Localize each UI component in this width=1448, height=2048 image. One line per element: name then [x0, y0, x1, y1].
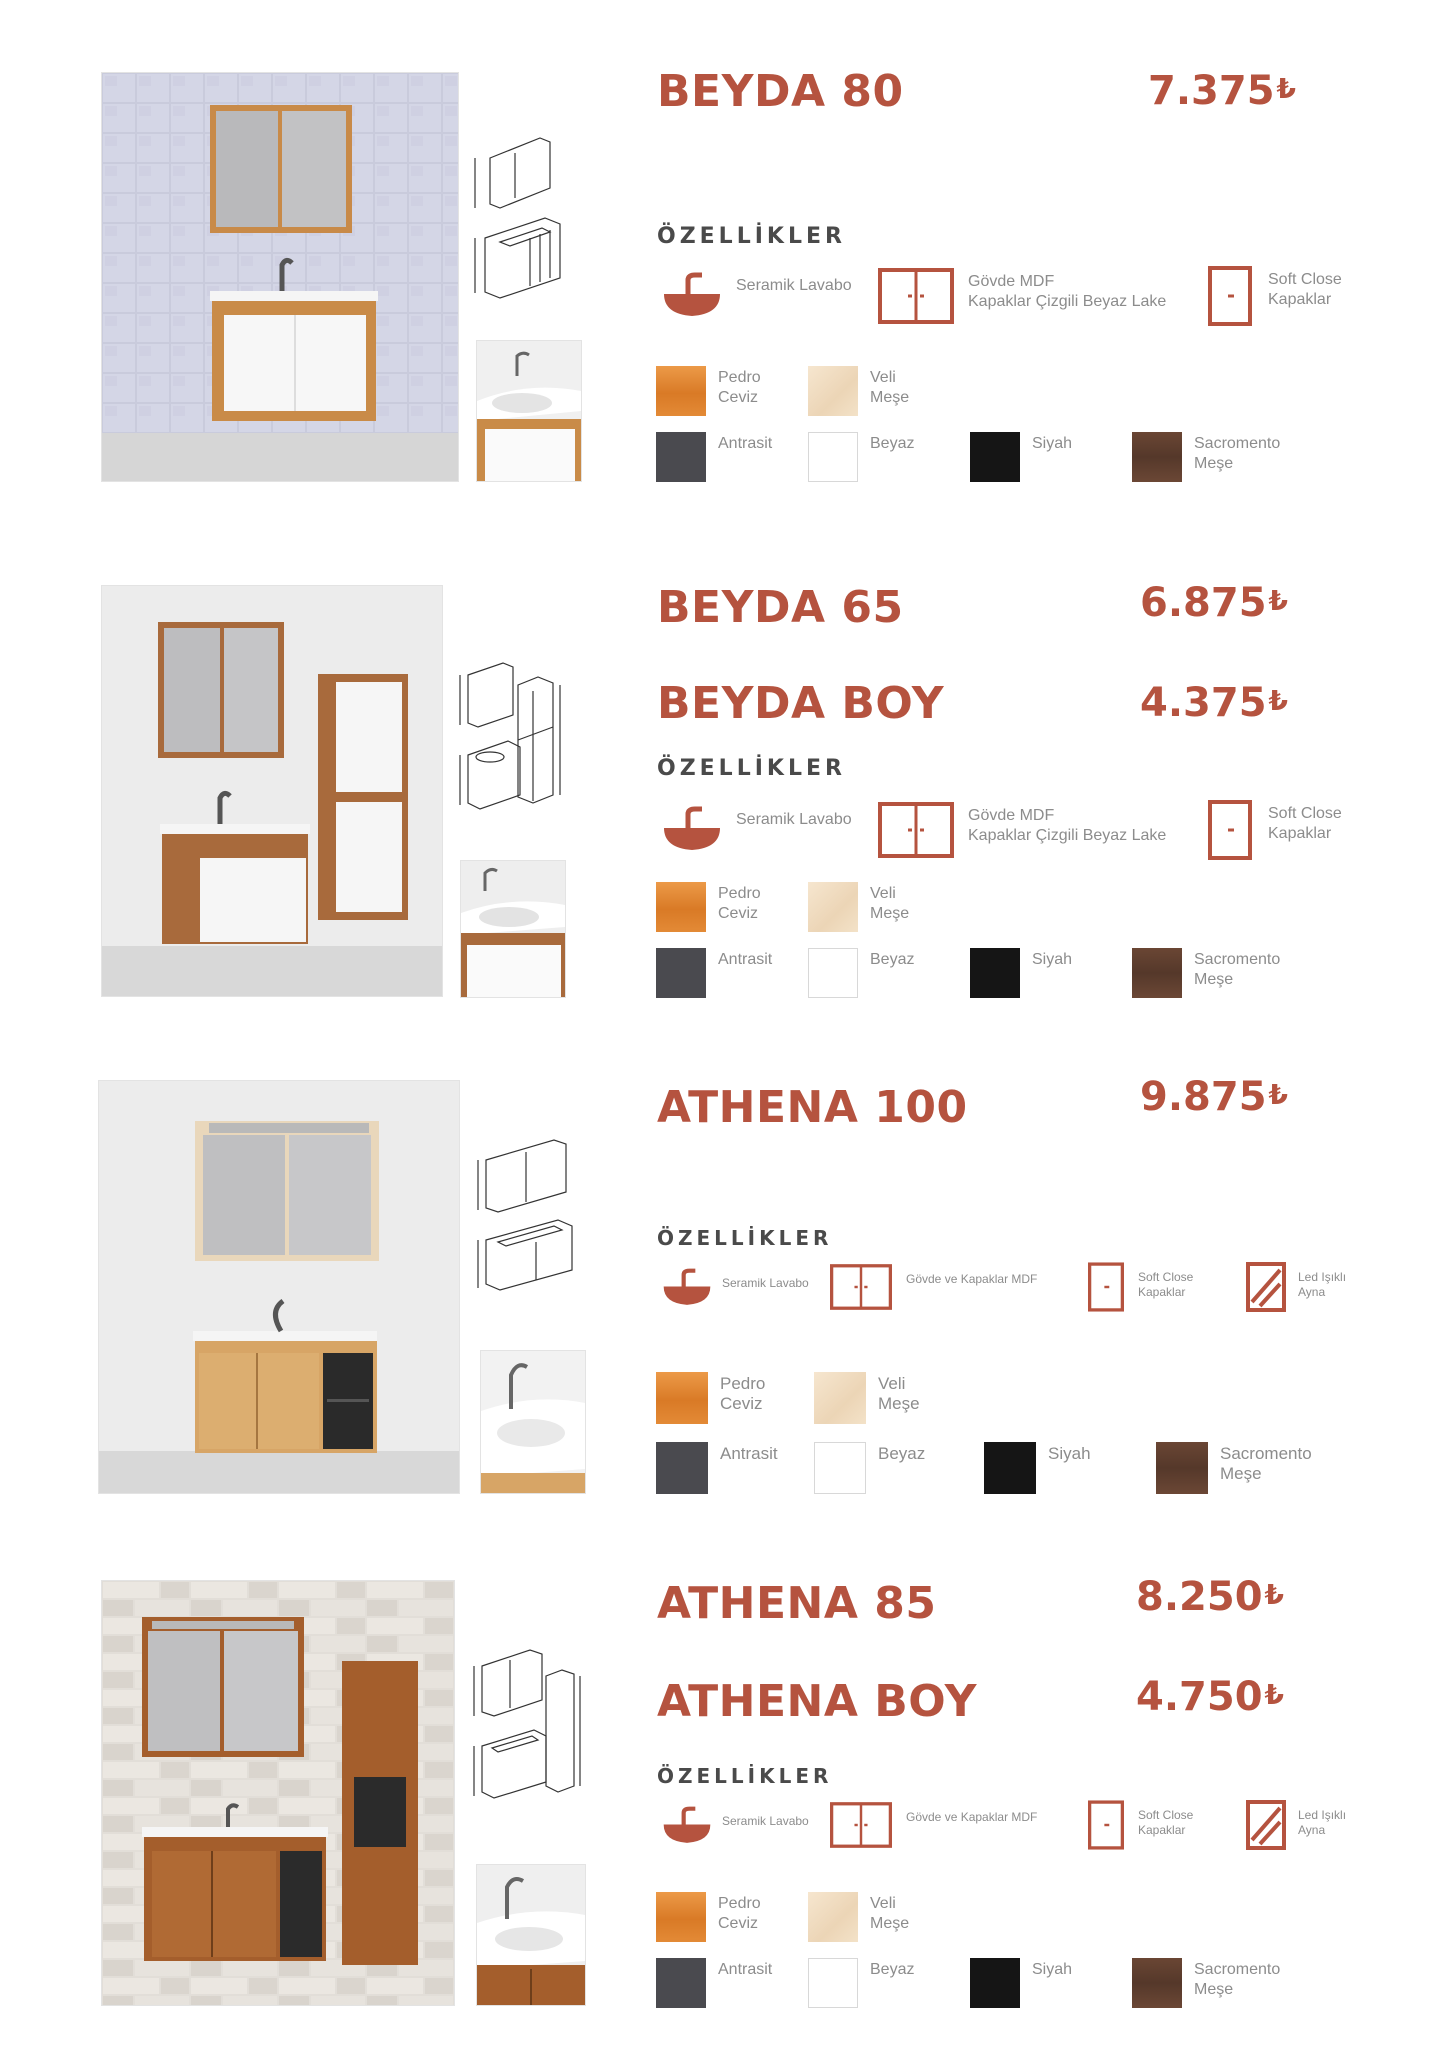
sink-icon	[662, 806, 722, 856]
color-label: Veli Meşe	[870, 885, 910, 922]
feature-ceramic-sink	[662, 806, 862, 862]
color-label: Pedro Ceviz	[718, 885, 761, 922]
feature-label: Seramik Lavabo	[736, 277, 852, 294]
feature-body-mdf	[830, 1264, 1060, 1314]
color-label: Siyah	[1032, 951, 1073, 968]
cabinet-double-door-icon	[830, 1264, 892, 1310]
color-label: Veli Meşe	[870, 369, 910, 406]
product-price-secondary	[1136, 1674, 1284, 1720]
feature-label: Gövde ve Kapaklar MDF	[906, 1272, 1038, 1286]
color-label: Sacromento Meşe	[1194, 951, 1281, 988]
product-section-athena-85	[0, 1520, 1448, 2048]
feature-label: Seramik Lavabo	[722, 1814, 809, 1828]
color-swatch-veli-mese	[808, 366, 858, 416]
feature-soft-close	[1208, 800, 1368, 860]
feature-body-mdf	[878, 268, 1178, 328]
color-swatch-antrasit	[656, 1442, 708, 1494]
sink-detail-photo	[480, 1350, 586, 1494]
features-heading: ÖZELLİKLER	[657, 1764, 833, 1788]
features-heading: ÖZELLİKLER	[657, 224, 846, 249]
feature-soft-close	[1208, 266, 1368, 326]
color-label: Beyaz	[870, 951, 915, 968]
sink-icon	[662, 272, 722, 322]
color-swatch-siyah	[984, 1442, 1036, 1494]
sink-icon	[662, 1268, 712, 1310]
led-mirror-icon	[1246, 1800, 1286, 1850]
feature-ceramic-sink	[662, 272, 862, 328]
product-photo	[101, 1580, 455, 2006]
feature-label: Soft Close Kapaklar	[1268, 805, 1342, 842]
color-label: Sacromento Meşe	[1194, 1961, 1281, 1998]
color-swatch-sacromento-mese	[1132, 432, 1182, 482]
price-value: 7.375	[1148, 68, 1275, 114]
price-value: 4.750	[1136, 1674, 1263, 1720]
feature-label: Gövde MDF Kapaklar Çizgili Beyaz Lake	[968, 273, 1167, 310]
feature-label: Gövde MDF Kapaklar Çizgili Beyaz Lake	[968, 807, 1167, 844]
product-name: BEYDA 80	[657, 66, 904, 117]
product-name: ATHENA 85	[657, 1578, 937, 1629]
color-swatch-veli-mese	[808, 882, 858, 932]
feature-label: Soft Close Kapaklar	[1138, 1808, 1194, 1837]
cabinet-single-door-icon	[1208, 800, 1252, 860]
color-swatch-pedro-ceviz	[656, 882, 706, 932]
currency-symbol: ₺	[1264, 1678, 1285, 1711]
product-photo	[98, 1080, 460, 1494]
color-label: Veli Meşe	[870, 1895, 910, 1932]
cabinet-single-door-icon	[1088, 1262, 1124, 1312]
currency-symbol: ₺	[1268, 584, 1289, 617]
color-swatch-veli-mese	[808, 1892, 858, 1942]
sink-detail-photo	[460, 860, 566, 998]
color-label: Sacromento Meşe	[1220, 1444, 1312, 1483]
color-swatch-beyaz	[814, 1442, 866, 1494]
price-value: 9.875	[1140, 1074, 1267, 1120]
product-section-beyda-80	[0, 0, 1448, 520]
feature-soft-close	[1088, 1262, 1208, 1314]
sink-detail-photo	[476, 1864, 586, 2006]
cabinet-single-door-icon	[1088, 1800, 1124, 1850]
feature-ceramic-sink	[662, 1268, 822, 1318]
color-label: Pedro Ceviz	[720, 1374, 766, 1413]
feature-body-mdf	[878, 802, 1178, 862]
color-swatch-pedro-ceviz	[656, 1892, 706, 1942]
product-price	[1148, 68, 1296, 114]
currency-symbol: ₺	[1264, 1578, 1285, 1611]
product-photo	[101, 585, 443, 997]
color-label: Pedro Ceviz	[718, 369, 761, 406]
color-label: Beyaz	[870, 1961, 915, 1978]
features-heading: ÖZELLİKLER	[657, 1226, 833, 1250]
color-label: Pedro Ceviz	[718, 1895, 761, 1932]
color-swatch-siyah	[970, 948, 1020, 998]
color-swatch-antrasit	[656, 1958, 706, 2008]
product-price	[1140, 1074, 1288, 1120]
color-label: Siyah	[1048, 1444, 1091, 1463]
technical-diagram	[470, 1636, 588, 1826]
cabinet-double-door-icon	[878, 268, 954, 324]
color-label: Siyah	[1032, 1961, 1073, 1978]
cabinet-double-door-icon	[830, 1802, 892, 1848]
color-swatch-siyah	[970, 1958, 1020, 2008]
sink-detail-photo	[476, 340, 582, 482]
price-value: 4.375	[1140, 680, 1267, 726]
color-label: Veli Meşe	[878, 1374, 920, 1413]
led-mirror-icon	[1246, 1262, 1286, 1312]
feature-label: Soft Close Kapaklar	[1138, 1270, 1194, 1299]
color-swatch-sacromento-mese	[1132, 948, 1182, 998]
product-name-secondary: ATHENA BOY	[657, 1676, 977, 1727]
feature-label: Led Işıklı Ayna	[1298, 1808, 1347, 1837]
product-photo	[101, 72, 459, 482]
currency-symbol: ₺	[1268, 1078, 1289, 1111]
color-label: Sacromento Meşe	[1194, 435, 1281, 472]
feature-label: Gövde ve Kapaklar MDF	[906, 1810, 1038, 1824]
color-swatch-pedro-ceviz	[656, 366, 706, 416]
feature-label: Seramik Lavabo	[722, 1276, 809, 1290]
color-label: Siyah	[1032, 435, 1073, 452]
color-swatch-antrasit	[656, 432, 706, 482]
color-swatch-beyaz	[808, 1958, 858, 2008]
feature-soft-close	[1088, 1800, 1208, 1852]
color-swatch-sacromento-mese	[1156, 1442, 1208, 1494]
product-price	[1140, 580, 1288, 626]
technical-diagram	[474, 1130, 586, 1330]
feature-label: Led Işıklı Ayna	[1298, 1270, 1347, 1299]
color-label: Antrasit	[718, 1961, 773, 1978]
product-name-secondary: BEYDA BOY	[657, 678, 945, 729]
product-section-athena-100	[0, 1020, 1448, 1520]
feature-label: Soft Close Kapaklar	[1268, 271, 1342, 308]
feature-led-mirror	[1246, 1262, 1366, 1314]
cabinet-double-door-icon	[878, 802, 954, 858]
currency-symbol: ₺	[1268, 684, 1289, 717]
color-swatch-sacromento-mese	[1132, 1958, 1182, 2008]
cabinet-single-door-icon	[1208, 266, 1252, 326]
color-label: Beyaz	[878, 1444, 926, 1463]
product-name: ATHENA 100	[657, 1082, 968, 1133]
color-swatch-veli-mese	[814, 1372, 866, 1424]
price-value: 6.875	[1140, 580, 1267, 626]
color-label: Antrasit	[720, 1444, 778, 1463]
feature-body-mdf	[830, 1802, 1060, 1852]
color-label: Antrasit	[718, 435, 773, 452]
feature-label: Seramik Lavabo	[736, 811, 852, 828]
feature-ceramic-sink	[662, 1806, 822, 1856]
color-swatch-beyaz	[808, 948, 858, 998]
color-swatch-antrasit	[656, 948, 706, 998]
currency-symbol: ₺	[1276, 72, 1297, 105]
color-swatch-siyah	[970, 432, 1020, 482]
color-swatch-beyaz	[808, 432, 858, 482]
color-label: Antrasit	[718, 951, 773, 968]
feature-led-mirror	[1246, 1800, 1366, 1852]
technical-diagram	[470, 128, 580, 318]
product-price	[1136, 1574, 1284, 1620]
product-price-secondary	[1140, 680, 1288, 726]
price-value: 8.250	[1136, 1574, 1263, 1620]
features-heading: ÖZELLİKLER	[657, 756, 846, 781]
sink-icon	[662, 1806, 712, 1848]
product-section-beyda-65	[0, 520, 1448, 1020]
color-label: Beyaz	[870, 435, 915, 452]
technical-diagram	[458, 645, 578, 845]
color-swatch-pedro-ceviz	[656, 1372, 708, 1424]
product-name: BEYDA 65	[657, 582, 904, 633]
